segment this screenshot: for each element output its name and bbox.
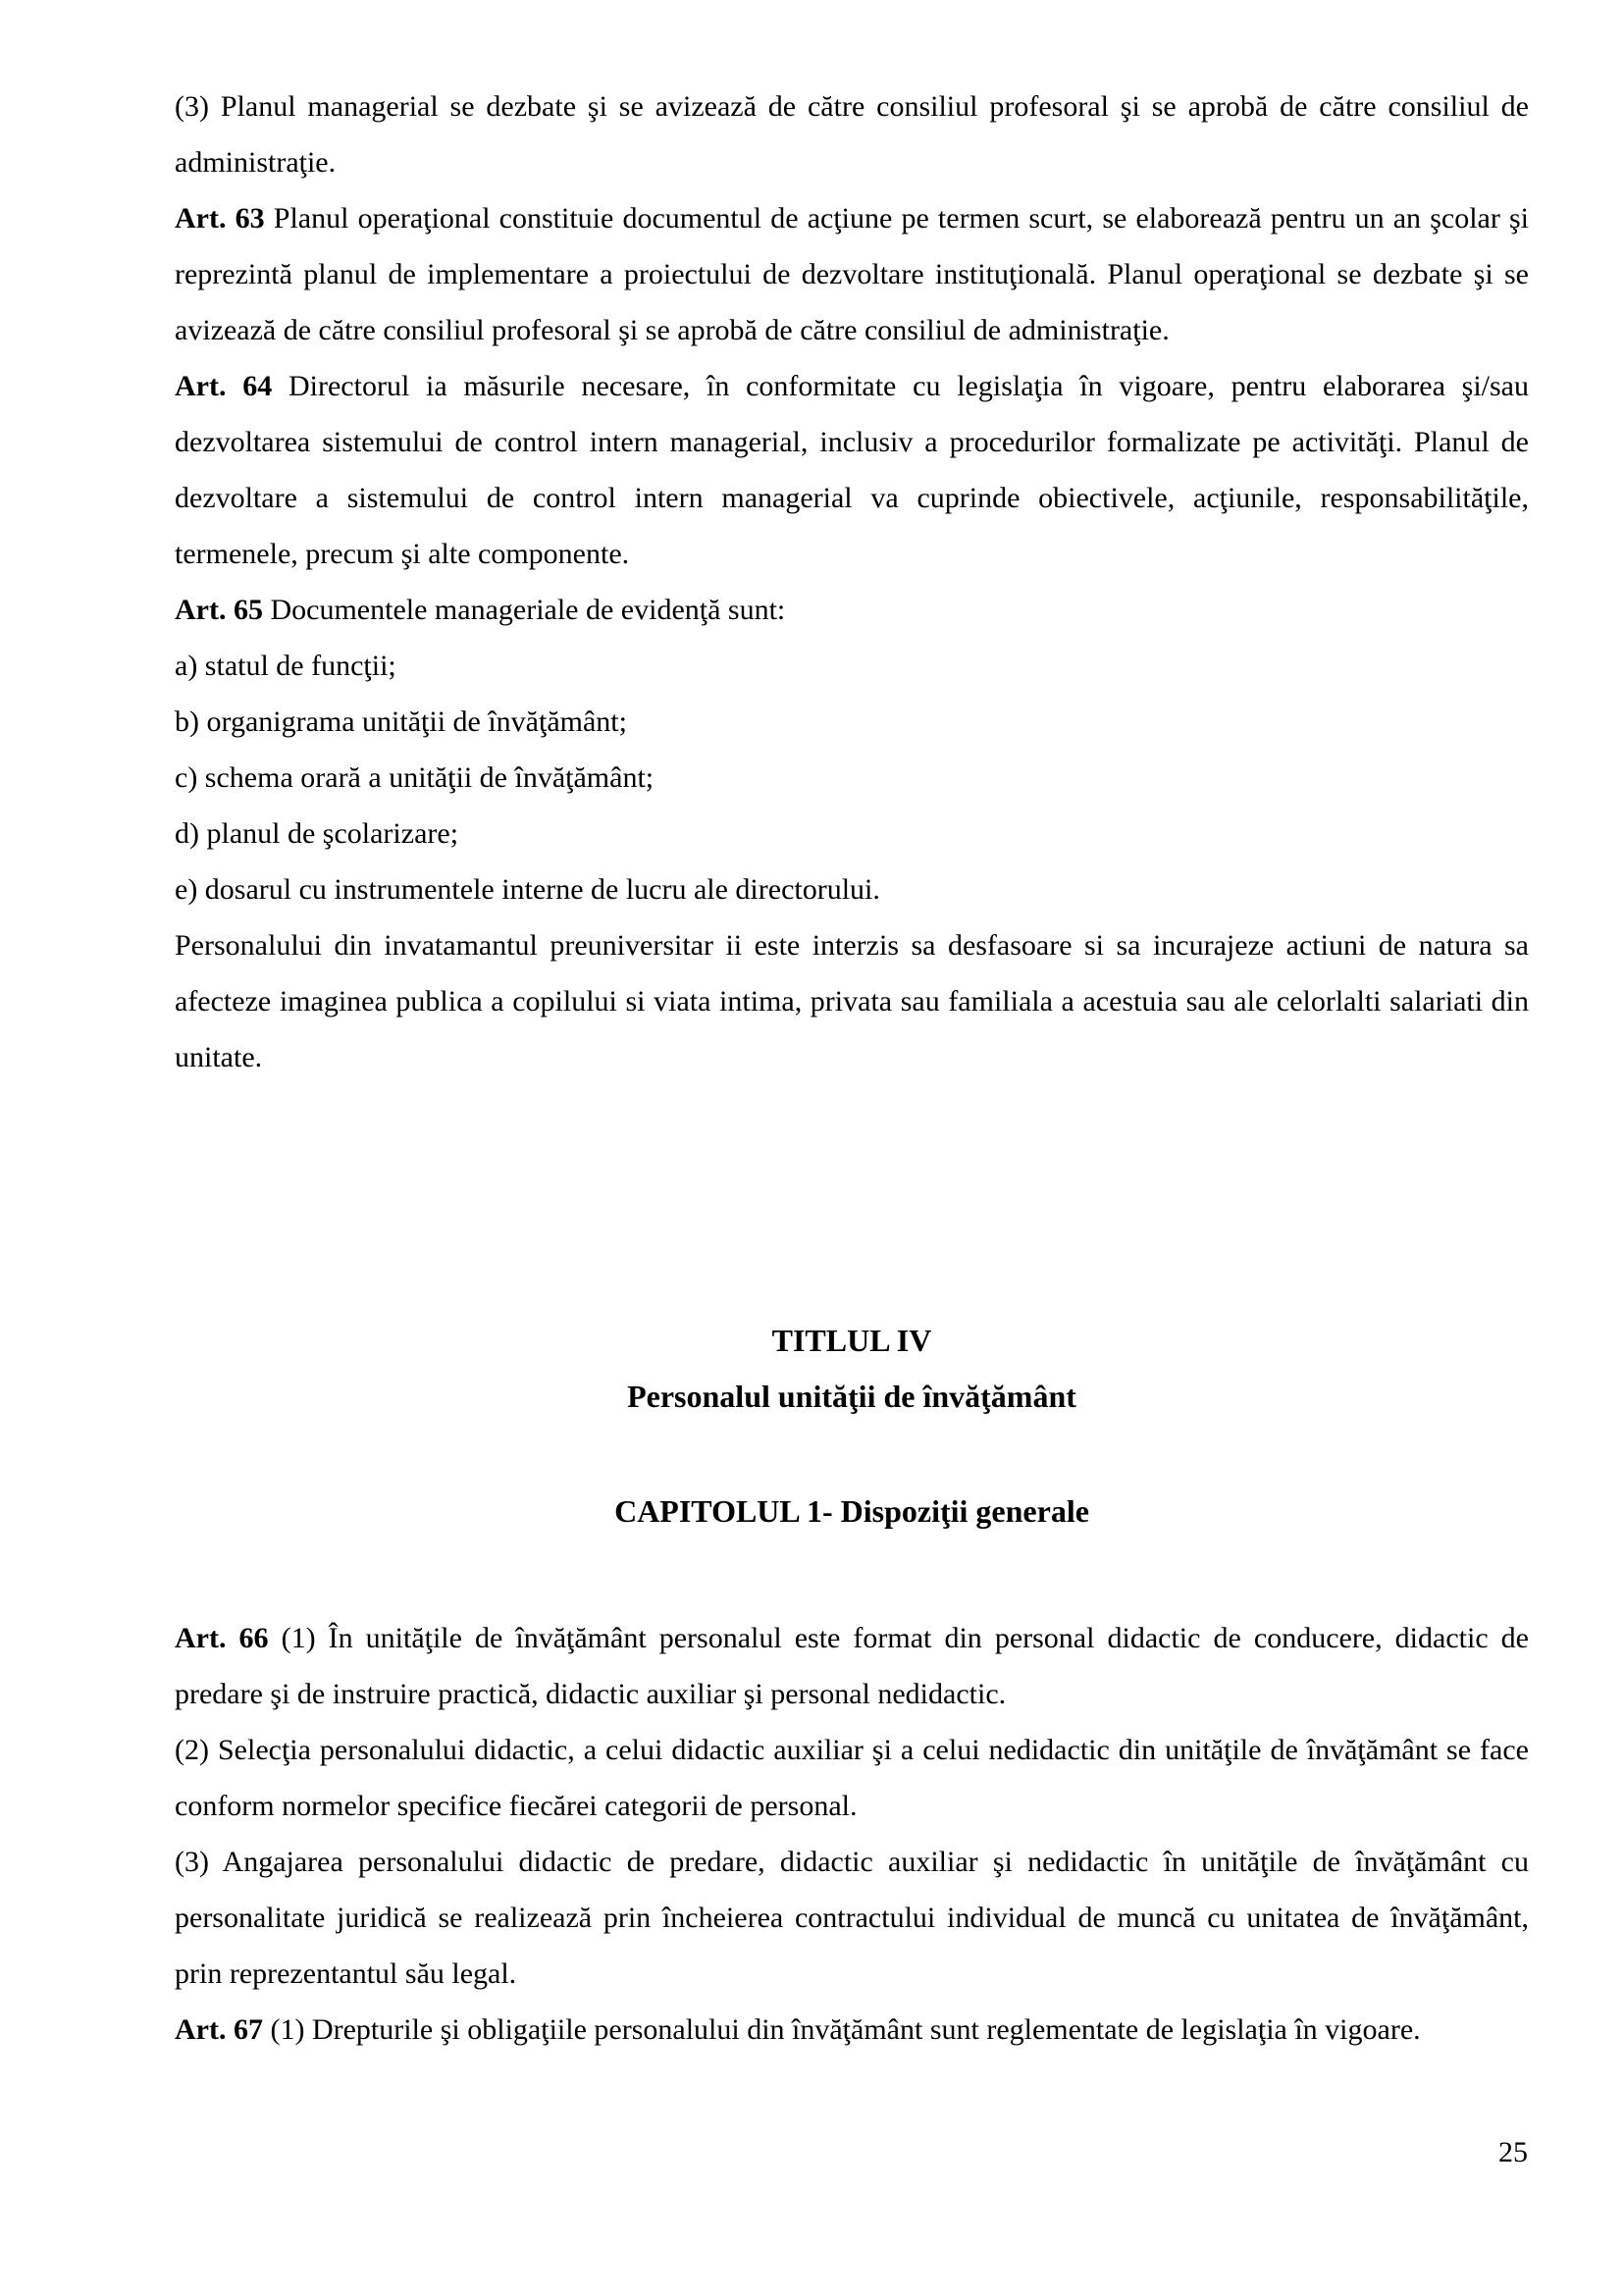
list-item-d: d) planul de şcolarizare; [175, 817, 459, 850]
article-label: Art. 65 [175, 594, 263, 626]
vertical-spacer [175, 1539, 1529, 1610]
paragraph-art-63 [175, 190, 1529, 358]
paragraph-text: Documentele manageriale de evidenţă sunt: [262, 594, 786, 626]
list-item-b: b) organigrama unităţii de învăţământ; [175, 705, 627, 738]
article-label: Art. 64 [175, 370, 273, 402]
paragraph-text: (3) Angajarea personalului didactic de predare, didactic auxiliar şi nedidactic în unităţile de învăţământ cu personalitate juridică se realizează prin încheierea contractului individual de muncă cu unitatea de învăţământ, prin reprezentantul său legal. [175, 1846, 1529, 1990]
paragraph-art-64 [175, 358, 1529, 582]
chapter-heading: CAPITOLUL 1- Dispoziţii generale [614, 1493, 1089, 1529]
paragraph-text: Directorul ia măsurile necesare, în conformitate cu legislaţia în vigoare, pentru elaborarea şi/sau dezvoltarea sistemului de control intern managerial, inclusiv a procedurilor formalizate pe activităţi. Planul de dezvoltare a sistemului de control intern managerial va cuprinde obiectivele, acţiunile, responsabilităţile, termenele, precum şi alte componente. [175, 370, 1529, 570]
vertical-spacer [175, 1425, 1529, 1484]
page-content [175, 78, 1529, 2058]
list-item-e: e) dosarul cu instrumentele interne de lucru ale directorului. [175, 873, 880, 906]
paragraph-art-66-2 [175, 1722, 1529, 1834]
list-item-c: c) schema orară a unităţii de învăţământ; [175, 761, 655, 794]
paragraph-art-67 [175, 2002, 1529, 2058]
page-number: 25 [1498, 2136, 1528, 2168]
paragraph-art-65 [175, 582, 1529, 638]
paragraph-art-66-3 [175, 1834, 1529, 2002]
article-label: Art. 67 [175, 2013, 263, 2046]
paragraph-text: (2) Selecţia personalului didactic, a celui didactic auxiliar şi a celui nedidactic din unităţile de învăţământ se face conform normelor specifice fiecărei categorii de personal. [175, 1734, 1529, 1822]
paragraph-text: Planul operaţional constituie documentul de acţiune pe termen scurt, se elaborează pentru un an şcolar şi reprezintă planul de implementare a proiectului de dezvoltare instituţională. Planul operaţional se dezbate şi se avizează de către consiliul profesoral şi se aprobă de către consiliul de administraţie. [175, 202, 1529, 346]
title-heading: TITLUL IV [771, 1323, 932, 1358]
paragraph-3-planul-managerial [175, 78, 1529, 190]
article-label: Art. 63 [175, 202, 265, 235]
list-item-a: a) statul de funcţii; [175, 650, 396, 682]
vertical-spacer [175, 1085, 1529, 1313]
article-label: Art. 66 [175, 1622, 269, 1654]
paragraph-text: (1) Drepturile şi obligaţiile personalului din învăţământ sunt reglementate de legislaţia în vigoare. [262, 2013, 1421, 2046]
paragraph-text: (1) În unităţile de învăţământ personalul este format din personal didactic de conducere, didactic de predare şi de instruire practică, didactic auxiliar şi personal nedidactic. [175, 1622, 1529, 1710]
paragraph-text: (3) Planul managerial se dezbate şi se avizează de către consiliul profesoral şi se aprobă de către consiliul de administraţie. [175, 90, 1529, 179]
paragraph-note: Personalului din invatamantul preuniversitar ii este interzis sa desfasoare si sa incurajeze actiuni de natura sa afecteze imaginea publica a copilului si viata intima, privata sau familiala a acestuia sau ale celorlalti salariati din unitate. [175, 929, 1529, 1073]
subtitle-heading: Personalul unităţii de învăţământ [627, 1379, 1076, 1414]
paragraph-art-66-1 [175, 1610, 1529, 1722]
